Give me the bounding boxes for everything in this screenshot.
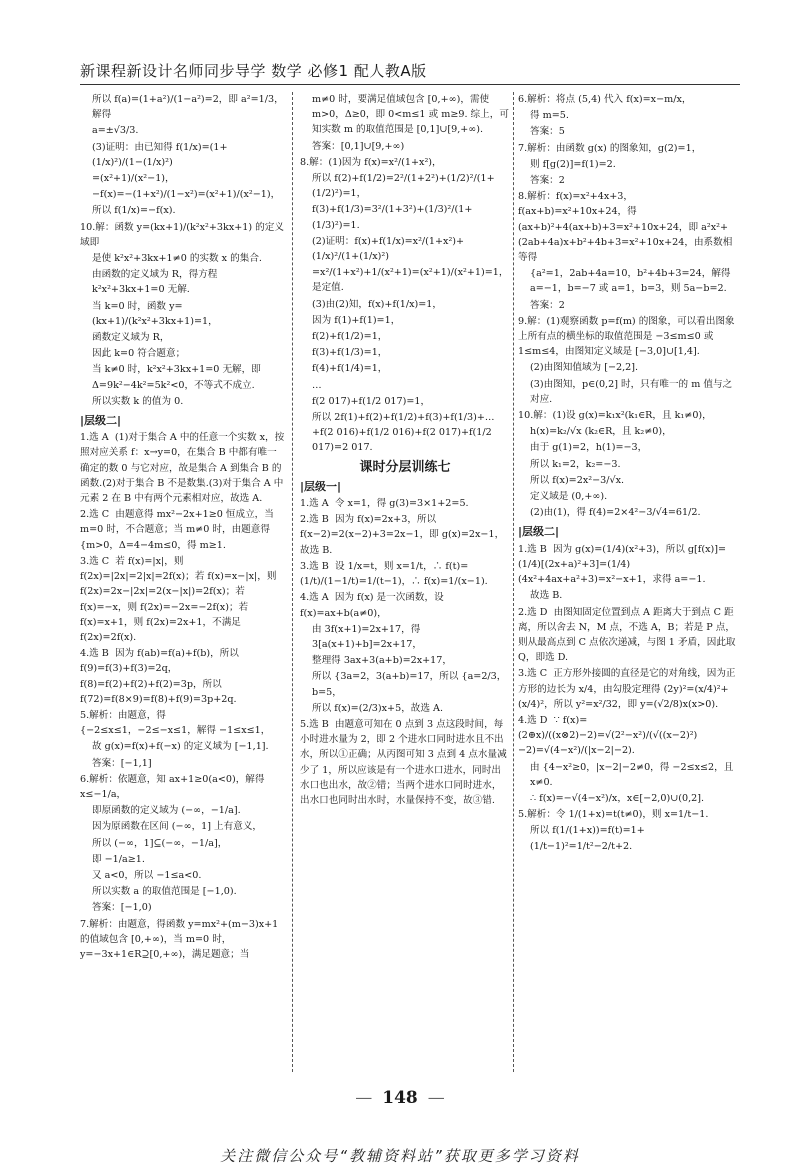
- column-divider: [513, 92, 514, 1072]
- answer-line: 答案：[−1,0): [92, 902, 152, 914]
- answer-line: …: [312, 379, 322, 391]
- answer-line: 函数定义域为 R，: [92, 332, 170, 344]
- chapter-title: 课时分层训练七: [359, 459, 451, 475]
- answer-line: f(2)+f(1/2)=1，: [312, 331, 388, 343]
- section-heading: |层级二|: [518, 525, 560, 539]
- answer-line: 故选 B.: [530, 590, 563, 602]
- answer-line: 所以 (−∞，1]⊆(−∞，−1/a]，: [92, 837, 228, 849]
- answer-line: 3.选 C 正方形外接圆的直径是它的对角线，因为正方形的边长为 x/4，由勾股定理得 (2y)²=(x/4)²+(x/4)²，所以 y²=x²/32，即 y=(√2/8)x(x>0).: [518, 668, 736, 710]
- answer-line: 2.选 C 由题意得 mx²−2x+1≥0 恒成立，当 m=0 时，不合题意；当 m≠0 时，由题意得 {m>0，Δ=4−4m≤0，得 m≥1.: [80, 509, 277, 551]
- answer-line: 8.解：(1)因为 f(x)=x²/(1+x²)，: [300, 156, 442, 168]
- header-title: 新课程新设计名师同步导学 数学 必修1 配人教A版: [80, 62, 427, 80]
- answer-line: 故 g(x)=f(x)+f(−x) 的定义域为 [−1,1].: [92, 741, 269, 753]
- answer-line: 所以 f(x)=2x²−3/√x.: [530, 474, 625, 486]
- answer-line: 由函数的定义域为 R，得方程 k²x²+3kx+1=0 无解.: [92, 269, 221, 296]
- answer-line: 当 k≠0 时，k²x²+3kx+1=0 无解，即 Δ=9k²−4k²=5k²<0，不等式不成立.: [92, 364, 264, 391]
- answer-line: 5.解析：令 1/(1+x)=t(t≠0)，则 x=1/t−1.: [518, 809, 709, 821]
- answer-line: 所以 f(x)=(2/3)x+5，故选 A.: [312, 702, 444, 714]
- section-heading: |层级二|: [80, 414, 122, 428]
- page-header: [80, 58, 740, 85]
- answer-line: 则 f[g(2)]=f(1)=2.: [530, 158, 616, 170]
- answer-line: =(x²+1)/(x²−1)，: [92, 173, 175, 185]
- answer-line: f(3)+f(1/3)=3²/(1+3²)+(1/3)²/(1+(1/3)²)=1.: [312, 204, 473, 231]
- answer-line: 3.选 B 设 1/x=t，则 x=1/t，∴ f(t)=(1/t)/(1−1/t)=1/(t−1)，∴ f(x)=1/(x−1).: [300, 560, 488, 588]
- answer-line: 由于 g(1)=2，h(1)=−3，: [530, 442, 648, 454]
- answer-line: 因此 k=0 符合题意；: [92, 348, 186, 360]
- answer-line: 5.选 B 由题意可知在 0 点到 3 点这段时间，每小时进水量为 2，即 2 个进水口同时进水且不出水，所以①正确；从丙图可知 3 点到 4 点水量减少了 1，所以应该是有一个进水口进水，同时出水口也出水，故②错；当两个进水口同时进水，出水口也同时出水时，水量保持不变，故③错.: [300, 718, 507, 806]
- answer-line: 3.选 C 若 f(x)=|x|，则 f(2x)=|2x|=2|x|=2f(x)；若 f(x)=x−|x|，则 f(2x)=2x−|2x|=2(x−|x|)=2f(x)；若 f(x)=−x，则 f(2x)=−2x=−2f(x)；若 f(x)=x+1，则 f(2x)=2x+1，不满足 f(2x)=2f(x).: [80, 555, 280, 643]
- answer-line: 6.解析：将点 (5,4) 代入 f(x)=x−m/x，: [518, 94, 692, 105]
- answer-line: 7.解析：由题意，得函数 y=mx²+(m−3)x+1 的值域包含 [0,+∞)，当 m=0 时，y=−3x+1∈R⊇[0,+∞)，满足题意；当: [80, 918, 282, 960]
- answer-line: (2)由图知值域为 [−2,2].: [530, 362, 639, 374]
- answer-line: 9.解：(1)观察函数 p=f(m) 的图象，可以看出图象上所有点的横坐标的取值范围是 −3≤m≤0 或 1≤m≤4，由图知定义域是 [−3,0]∪[1,4].: [518, 315, 735, 358]
- page-number-text: 148: [382, 1088, 418, 1108]
- answer-line: m≠0 时，要满足值域包含 [0,+∞)，需使 m>0，Δ≥0，即 0<m≤1 或 m≥9. 综上，可知实数 m 的取值范围是 [0,1]∪[9,+∞).: [312, 94, 509, 136]
- answer-line: 所以 f(2)+f(1/2)=2²/(1+2²)+(1/2)²/(1+(1/2)²)=1，: [312, 173, 495, 200]
- answer-line: 所以 {3a=2，3(a+b)=17，所以 {a=2/3，b=5，: [312, 671, 507, 698]
- answer-line: 因为 f(1)+f(1)=1，: [312, 314, 401, 326]
- answer-line: 4.选 A 因为 f(x) 是一次函数，设 f(x)=ax+b(a≠0)，: [300, 592, 447, 619]
- section-heading: |层级一|: [300, 479, 342, 493]
- answer-line: 答案：2: [530, 175, 565, 187]
- answer-line: 5.解析：由题意，得 {−2≤x≤1，−2≤−x≤1，解得 −1≤x≤1，: [80, 709, 271, 737]
- answer-line: 答案：5: [530, 126, 565, 138]
- answer-line: −f(x)=−(1+x²)/(1−x²)=(x²+1)/(x²−1)，: [92, 189, 281, 201]
- answer-line: (3)由(2)知，f(x)+f(1/x)=1，: [312, 298, 442, 310]
- answer-line: a=±√3/3.: [92, 125, 139, 137]
- answer-line: 所以 k₁=2，k₂=−3.: [530, 458, 621, 470]
- answer-line: 10.解：函数 y=(kx+1)/(k²x²+3kx+1) 的定义域即: [80, 221, 284, 248]
- answer-column-3: [518, 92, 738, 1082]
- answer-line: 即 −1/a≥1.: [92, 853, 145, 865]
- answer-line: 当 k=0 时，函数 y=(kx+1)/(k²x²+3kx+1)=1，: [92, 300, 218, 327]
- answer-line: 2.选 D 由图知固定位置到点 A 距离大于到点 C 距离，所以舍去 N，M 点，不选 A，B；若是 P 点，则从最高点到 C 点依次递减，与图 1 矛盾，因此取 Q，即选 D.: [518, 606, 739, 664]
- answer-line: 得 m=5.: [530, 110, 569, 122]
- answer-line: 所以 f(a)=(1+a²)/(1−a²)=2，即 a²=1/3，解得: [92, 94, 284, 121]
- answer-line: 即原函数的定义域为 (−∞，−1/a].: [92, 805, 241, 817]
- answer-line: f(2 017)+f(1/2 017)=1，: [312, 395, 431, 407]
- answer-line: {a²=1，2ab+4a=10，b²+4b+3=24，解得 a=−1，b=−7 或 a=1，b=3，则 5a−b=2.: [530, 268, 734, 295]
- column-divider: [292, 92, 293, 1072]
- answer-line: 是使 k²x²+3kx+1≠0 的实数 x 的集合.: [92, 253, 262, 265]
- answer-line: 由 3f(x+1)=2x+17，得 3[a(x+1)+b]=2x+17，: [312, 623, 424, 650]
- answer-line: 10.解：(1)设 g(x)=k₁x²(k₁∈R，且 k₁≠0)，: [518, 410, 712, 422]
- answer-line: 因为原函数在区间 (−∞，1] 上有意义，: [92, 821, 263, 833]
- answer-column-2: [300, 92, 510, 1082]
- answer-line: 所以实数 k 的值为 0.: [92, 395, 184, 407]
- answer-line: 答案：[−1,1]: [92, 757, 152, 769]
- page-number: — 148 —: [355, 1088, 445, 1108]
- answer-line: 答案：2: [530, 299, 565, 311]
- answer-line: 所以实数 a 的取值范围是 [−1,0).: [92, 886, 237, 898]
- answer-line: 6.解析：依题意，知 ax+1≥0(a<0)，解得 x≤−1/a，: [80, 773, 268, 800]
- answer-line: 8.解析：f(x)=x²+4x+3，f(ax+b)=x²+10x+24，得 (ax+b)²+4(ax+b)+3=x²+10x+24，即 a²x²+(2ab+4a)x+b²+4b+3=x²+10x+24，由系数相等得: [518, 191, 733, 264]
- answer-line: 1.选 B 因为 g(x)=(1/4)(x²+3)，所以 g[f(x)]=(1/4)[(2x+a)²+3]=(1/4)(4x²+4ax+a²+3)=x²−x+1，求得 a=−1.: [518, 543, 727, 586]
- answer-line: 所以 2f(1)+f(2)+f(1/2)+f(3)+f(1/3)+…+f(2 016)+f(1/2 016)+f(2 017)+f(1/2 017)=2 017.: [312, 412, 495, 454]
- footer-note: 关注微信公众号“教辅资料站”获取更多学习资料: [220, 1147, 580, 1165]
- answer-line: 由 {4−x²≥0，|x−2|−2≠0，得 −2≤x≤2，且 x≠0.: [530, 761, 737, 788]
- answer-line: 定义域是 (0,+∞).: [530, 491, 608, 503]
- answer-line: 1.选 A (1)对于集合 A 中的任意一个实数 x，按照对应关系 f：x→y=0，在集合 B 中都有唯一确定的数 0 与它对应，故是集合 A 到集合 B 的函数.(2)对于集合 B 不是数集.(3)对于集合 A 中元素 2 在 B 中有两个元素相对应，故选 A.: [80, 432, 285, 505]
- answer-line: f(4)+f(1/4)=1，: [312, 363, 388, 375]
- answer-line: h(x)=k₂/√x (k₂∈R，且 k₂≠0)，: [530, 426, 672, 438]
- answer-line: 4.选 B 因为 f(ab)=f(a)+f(b)，所以 f(9)=f(3)+f(3)=2q，f(8)=f(2)+f(2)+f(2)=3p，所以 f(72)=f(8×9)=f(8)+f(9)=3p+2q.: [80, 648, 242, 705]
- answer-line: f(3)+f(1/3)=1，: [312, 347, 388, 359]
- answer-line: 4.选 D ∵ f(x)=(2⊕x)/((x⊗2)−2)=√(2²−x²)/(√((x−2)²)−2)=√(4−x²)/(|x−2|−2).: [518, 714, 698, 757]
- answer-line: 整理得 3ax+3(a+b)=2x+17，: [312, 655, 452, 667]
- answer-line: (3)由图知，p∈(0,2] 时，只有唯一的 m 值与之对应.: [530, 378, 733, 405]
- answer-line: ∴ f(x)=−√(4−x²)/x，x∈[−2,0)∪(0,2].: [530, 792, 705, 804]
- answer-line: 1.选 A 令 x=1，得 g(3)=3×1+2=5.: [300, 498, 469, 510]
- answer-line: (2)证明：f(x)+f(1/x)=x²/(1+x²)+(1/x)²/(1+(1/x)²): [312, 235, 465, 263]
- answer-column-1: [80, 92, 285, 1082]
- answer-line: 所以 f(1/(1+x))=f(t)=1+(1/t−1)²=1/t²−2/t+2.: [530, 825, 645, 852]
- answer-line: 答案：[0,1]∪[9,+∞): [312, 140, 405, 152]
- answer-line: 又 a<0，所以 −1≤a<0.: [92, 869, 202, 881]
- answer-line: =x²/(1+x²)+1/(x²+1)=(x²+1)/(x²+1)=1，是定值.: [312, 267, 509, 294]
- answer-line: 2.选 B 因为 f(x)=2x+3，所以 f(x−2)=2(x−2)+3=2x−1，即 g(x)=2x−1，故选 B.: [300, 514, 505, 556]
- answer-line: (2)由(1)，得 f(4)=2×4²−3/√4=61/2.: [530, 507, 701, 519]
- answer-line: 7.解析：由函数 g(x) 的图象知，g(2)=1，: [518, 142, 702, 154]
- answer-line: 所以 f(1/x)=−f(x).: [92, 205, 176, 217]
- answer-line: (3)证明：由已知得 f(1/x)=(1+(1/x)²)/(1−(1/x)²): [92, 141, 228, 168]
